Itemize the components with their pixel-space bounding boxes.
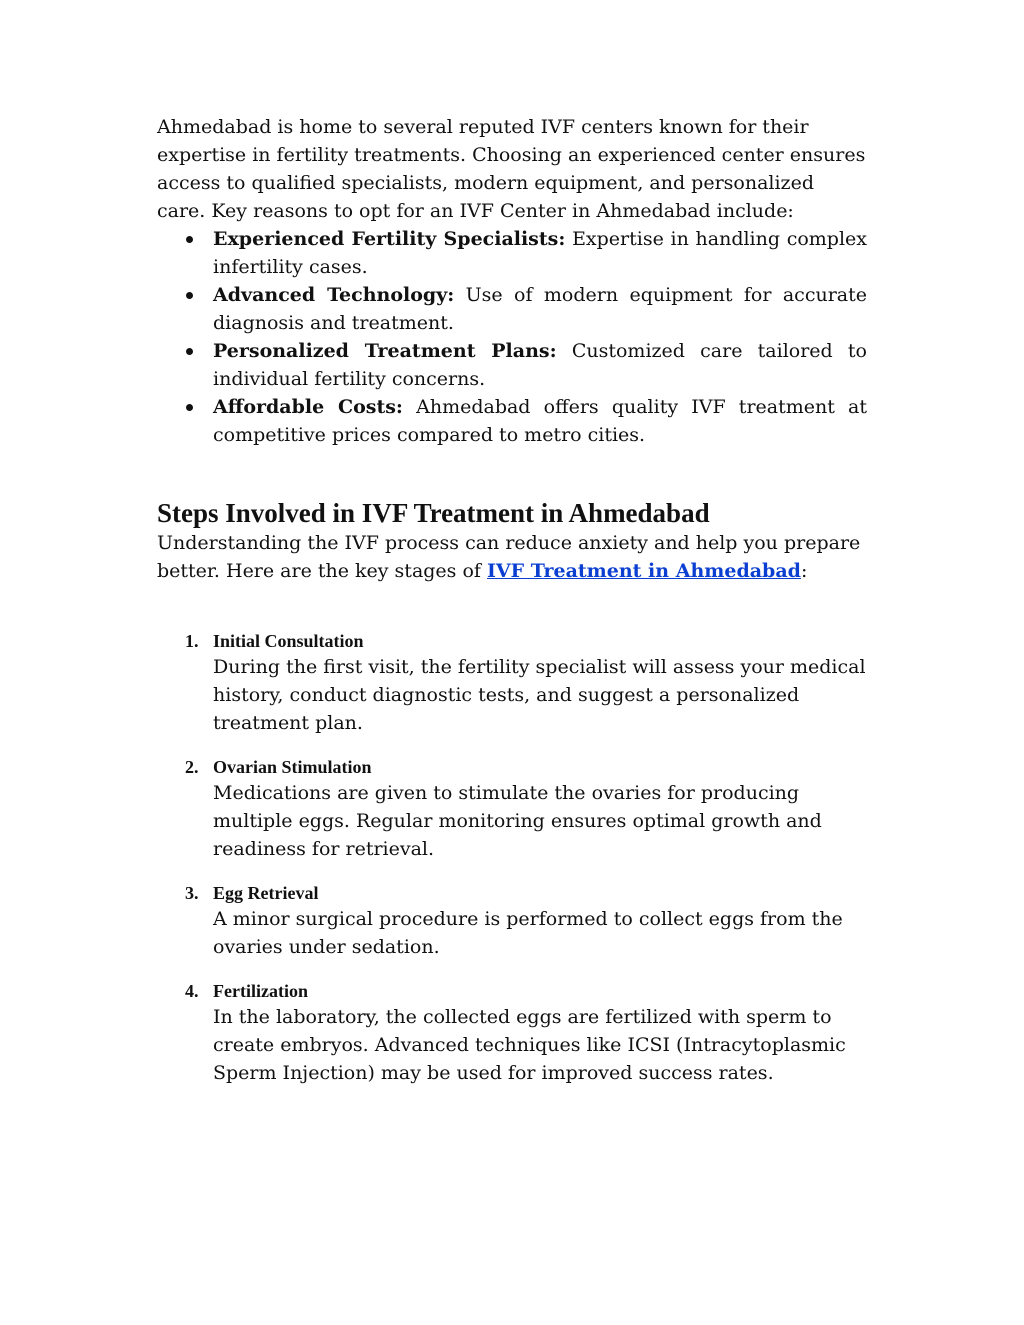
- reason-text: Expertise in handling complex infertility cases.: [213, 228, 868, 278]
- bullet-icon: [186, 292, 193, 299]
- reason-title: Personalized Treatment Plans:: [213, 340, 557, 362]
- steps-intro-text: Understanding the IVF process can reduce anxiety and help you prepare better. Here are the key stages of: [157, 532, 861, 582]
- bullet-icon: [186, 236, 193, 243]
- reason-title: Experienced Fertility Specialists:: [213, 228, 566, 250]
- list-item: [185, 979, 867, 1087]
- intro-paragraph: Ahmedabad is home to several reputed IVF centers known for their expertise in fertility treatments. Choosing an experienced center ensures access to qualified specialists, modern equipment, and personalized care. Key reasons to opt for an IVF Center in Ahmedabad include:: [157, 116, 866, 222]
- reason-text: Use of modern equipment for accurate diagnosis and treatment.: [213, 284, 867, 334]
- steps-intro-paragraph: [157, 529, 867, 585]
- list-item: [213, 393, 867, 449]
- reason-title: Advanced Technology:: [213, 284, 455, 306]
- ivf-treatment-link[interactable]: IVF Treatment in Ahmedabad: [486, 560, 801, 582]
- step-number: 1.: [185, 631, 199, 651]
- step-description: Medications are given to stimulate the ovaries for producing multiple eggs. Regular monitoring ensures optimal growth and readiness for retrieval.: [213, 782, 822, 860]
- list-item: [185, 881, 867, 961]
- bullet-icon: [186, 404, 193, 411]
- section-heading: Steps Involved in IVF Treatment in Ahmedabad: [157, 498, 710, 528]
- step-number: 4.: [185, 981, 199, 1001]
- step-description: In the laboratory, the collected eggs are fertilized with sperm to create embryos. Advanced techniques like ICSI (Intracytoplasmic Sperm Injection) may be used for improved success rates.: [213, 1006, 846, 1084]
- list-item: [213, 337, 867, 393]
- steps-intro-suffix: :: [800, 560, 808, 582]
- bullet-icon: [186, 348, 193, 355]
- step-title: Initial Consultation: [213, 631, 364, 651]
- step-description: A minor surgical procedure is performed to collect eggs from the ovaries under sedation.: [213, 908, 843, 958]
- list-item: [213, 281, 867, 337]
- step-number: 3.: [185, 883, 199, 903]
- list-item: [185, 755, 867, 863]
- list-item: [213, 225, 867, 281]
- steps-list: [157, 629, 867, 1087]
- list-item: [185, 629, 867, 737]
- reason-title: Affordable Costs:: [213, 396, 403, 418]
- step-title: Fertilization: [213, 981, 308, 1001]
- step-number: 2.: [185, 757, 199, 777]
- reason-text: Ahmedabad offers quality IVF treatment at competitive prices compared to metro cities.: [213, 396, 867, 446]
- step-title: Ovarian Stimulation: [213, 757, 372, 777]
- document-page: [157, 113, 867, 1105]
- step-title: Egg Retrieval: [213, 883, 319, 903]
- step-description: During the first visit, the fertility specialist will assess your medical history, conduct diagnostic tests, and suggest a personalized treatment plan.: [213, 656, 866, 734]
- reason-text: Customized care tailored to individual fertility concerns.: [213, 340, 867, 390]
- reasons-list: [157, 225, 867, 449]
